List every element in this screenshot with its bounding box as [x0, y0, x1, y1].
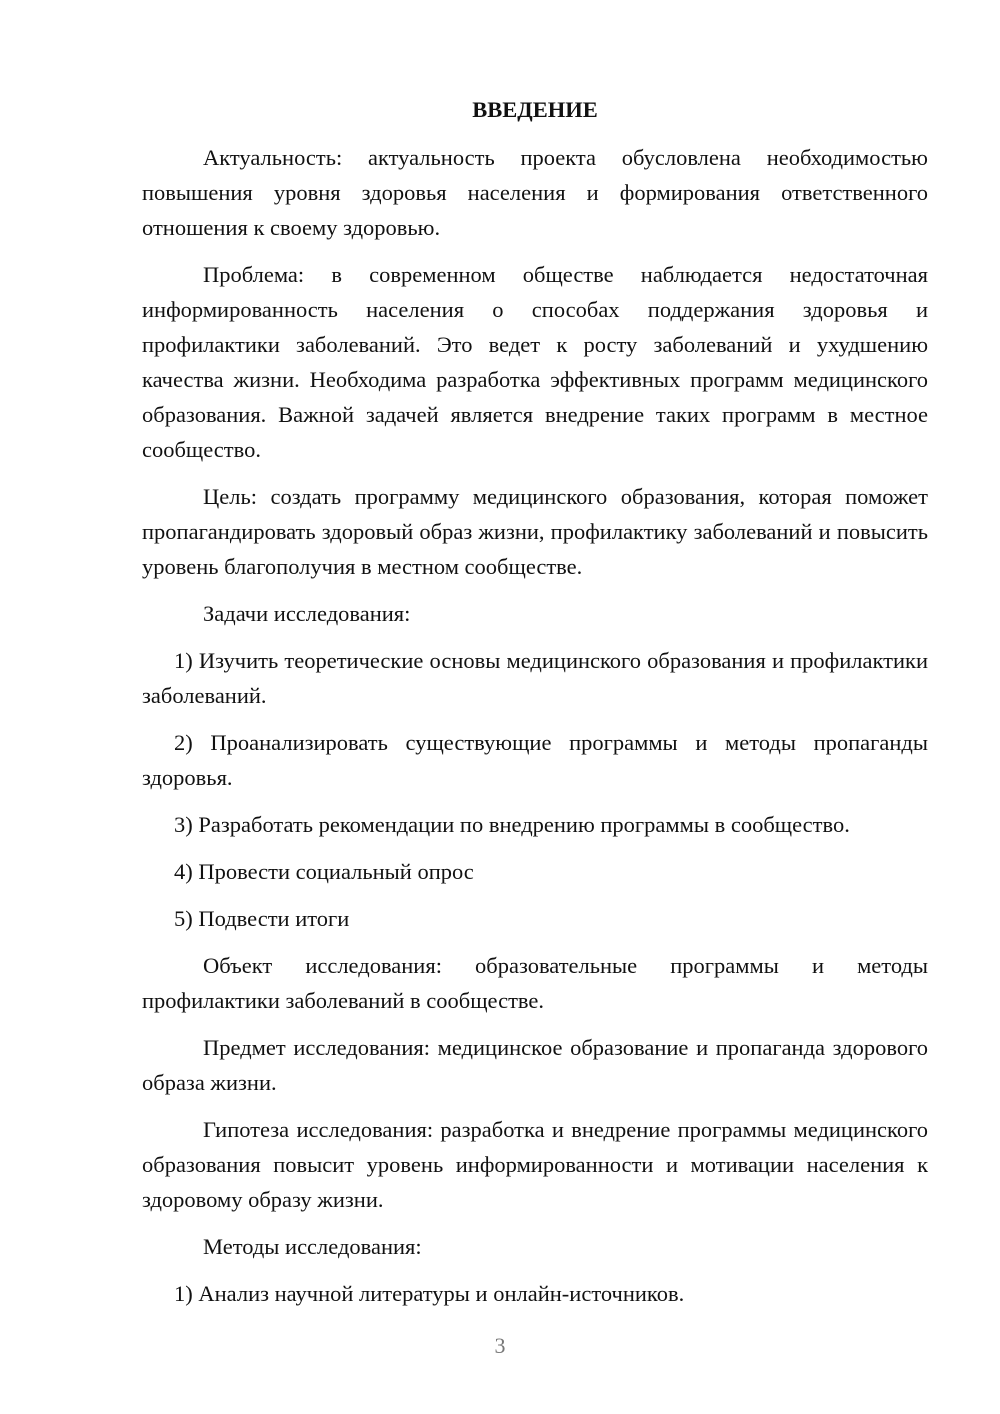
page-number: 3 — [494, 1333, 506, 1358]
object-paragraph: Объект исследования: образовательные программы и методы профилактики заболеваний в сообществе. — [142, 953, 928, 1013]
goal-paragraph: Цель: создать программу медицинского образования, которая поможет пропагандировать здоровый образ жизни, профилактику заболеваний и повысить уровень благополучия в местном сообществе. — [142, 484, 928, 579]
task-item-1: 1) Изучить теоретические основы медицинского образования и профилактики заболеваний. — [142, 648, 928, 708]
task-item-2: 2) Проанализировать существующие программы и методы пропаганды здоровья. — [142, 730, 928, 790]
methods-heading: Методы исследования: — [203, 1234, 422, 1259]
relevance-paragraph: Актуальность: актуальность проекта обусловлена необходимостью повышения уровня здоровья населения и формирования ответственного отношения к своему здоровью. — [142, 145, 928, 240]
tasks-heading: Задачи исследования: — [203, 601, 411, 626]
page-title: ВВЕДЕНИЕ — [472, 97, 598, 122]
task-item-3: 3) Разработать рекомендации по внедрению программы в сообщество. — [174, 812, 850, 837]
hypothesis-paragraph: Гипотеза исследования: разработка и внедрение программы медицинского образования повысит уровень информированности и мотивации населения к здоровому образу жизни. — [142, 1117, 928, 1212]
subject-paragraph: Предмет исследования: медицинское образование и пропаганда здорового образа жизни. — [142, 1035, 928, 1095]
document-page — [142, 95, 928, 1323]
problem-paragraph: Проблема: в современном обществе наблюдается недостаточная информированность населения о способах поддержания здоровья и профилактики заболеваний. Это ведет к росту заболеваний и ухудшению качества жизни. Необходима разработка эффективных программ медицинского образования. Важной задачей является внедрение таких программ в местное сообщество. — [142, 262, 928, 462]
task-item-5: 5) Подвести итоги — [174, 906, 350, 931]
task-item-4: 4) Провести социальный опрос — [174, 859, 474, 884]
method-item-1: 1) Анализ научной литературы и онлайн-источников. — [174, 1281, 685, 1306]
